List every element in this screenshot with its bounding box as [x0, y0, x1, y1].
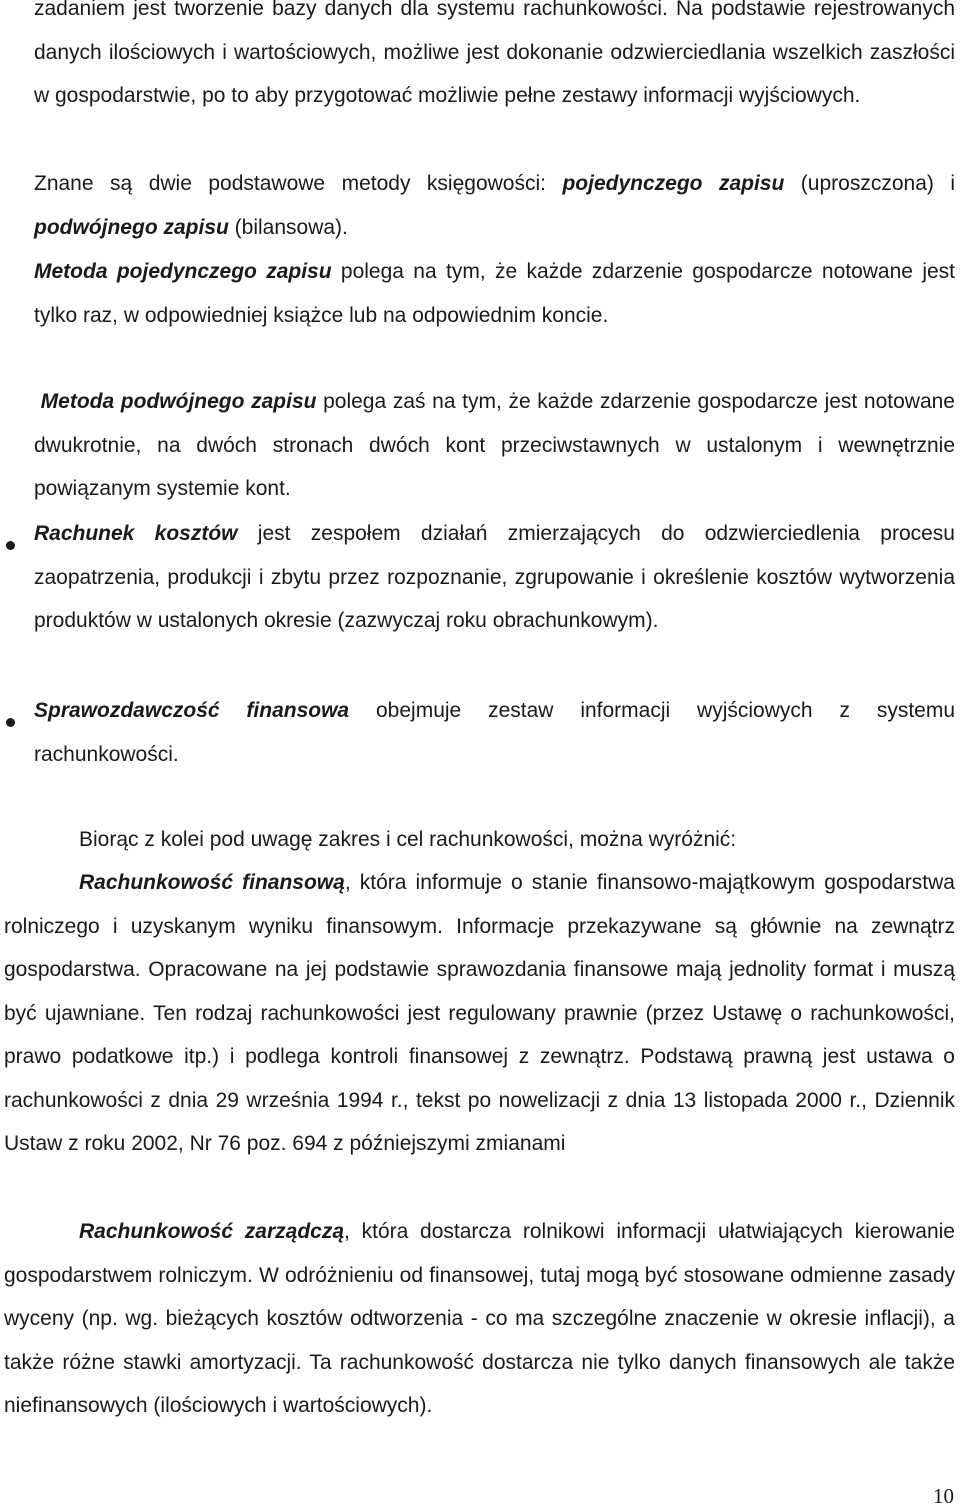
text-span: polega zaś na tym, że każde zdarzenie gospodarcze jest notowane dwukrotnie, na dwóch stronach dwóch kont przeciwstawnych w ustalonym i wewnętrznie powiązanym systemie kont.: [34, 390, 955, 500]
text-span: , która informuje o stanie finansowo-majątkowym gospodarstwa rolniczego i uzyskanym wyniku finansowym. Informacje przekazywane są głównie na zewnątrz gospodarstwa. Opracowane na jej podstawie sprawozdania finansowe mają jednolity format i muszą być ujawniane. Ten rodzaj rachunkowości jest regulowany prawnie (przez Ustawę o rachunkowości, prawo podatkowe itp.) i podlega kontroli finansowej z zewnątrz. Podstawą prawną jest ustawa o rachunkowości z dnia 29 września 1994 r., tekst po nowelizacji z dnia 13 listopada 2000 r., Dziennik Ustaw z roku 2002, Nr 76 poz. 694 z późniejszymi zmianami: [4, 871, 955, 1155]
text-span: jest zespołem działań zmierzających do odzwierciedlenia procesu zaopatrzenia, produkcji i zbytu przez rozpoznanie, zgrupowanie i określenie kosztów wytworzenia produktów w ustalonych okresie (zazwyczaj roku obrachunkowym).: [34, 522, 955, 632]
paragraph-double-entry: [34, 380, 955, 511]
term-podwojnego: podwójnego zapisu: [34, 215, 229, 239]
term-metoda-podwojnego: Metoda podwójnego zapisu: [40, 390, 317, 413]
text-span: polega na tym, że każde zdarzenie gospodarcze notowane jest tylko raz, w odpowiedniej książce lub na odpowiednim koncie.: [34, 260, 955, 327]
text-span: Znane są dwie podstawowe metody księgowości:: [34, 172, 563, 195]
term-metoda-pojedynczego: Metoda pojedynczego zapisu: [34, 260, 332, 283]
term-rachunek-kosztow: Rachunek kosztów: [34, 522, 238, 545]
bullet-icon: [6, 541, 15, 550]
term-sprawozdawczosc: Sprawozdawczość finansowa: [34, 699, 350, 722]
text-span: obejmuje zestaw informacji wyjściowych z systemu rachunkowości.: [34, 699, 955, 766]
term-rachunkowosc-zarzadcza: Rachunkowość zarządczą: [79, 1220, 345, 1243]
bullet-text: [34, 689, 955, 776]
term-rachunkowosc-finansowa: Rachunkowość finansową: [79, 871, 345, 894]
page-number: 10: [933, 1484, 954, 1508]
paragraph-management-accounting: [4, 1210, 955, 1428]
text-span: , która dostarcza rolnikowi informacji ułatwiających kierowanie gospodarstwem rolniczym. W odróżnieniu od finansowej, tutaj mogą być stosowane odmienne zasady wyceny (np. wg. bieżących kosztów odtworzenia - co ma szczególne znaczenie w okresie inflacji), a także różne stawki amortyzacji. Ta rachunkowość dostarcza nie tylko danych finansowych ale także niefinansowych (ilościowych i wartościowych).: [4, 1220, 955, 1417]
bullet-paragraph: [34, 512, 955, 643]
paragraph-methods: [34, 162, 955, 249]
paragraph-intro: [34, 0, 955, 118]
paragraph-single-entry: [34, 250, 955, 337]
paragraph-intro-text: zadaniem jest tworzenie bazy danych dla systemu rachunkowości. Na podstawie rejestrowanych danych ilościowych i wartościowych, możliwe jest dokonanie odzwierciedlania wszelkich zaszłości w gospodarstwie, po to aby przygotować możliwie pełne zestawy informacji wyjściowych.: [34, 0, 955, 107]
term-pojedynczego: pojedynczego zapisu: [562, 172, 785, 195]
bullet-text: [34, 512, 955, 643]
text-span: (bilansowa).: [228, 215, 348, 239]
paragraph-financial-accounting: [4, 861, 955, 1166]
text-span: (uproszczona) i: [784, 172, 956, 195]
paragraph-scope: [79, 818, 955, 862]
bullet-icon: [6, 718, 15, 727]
bullet-paragraph: [34, 689, 955, 776]
text-span: Biorąc z kolei pod uwagę zakres i cel rachunkowości, można wyróżnić:: [79, 828, 737, 851]
